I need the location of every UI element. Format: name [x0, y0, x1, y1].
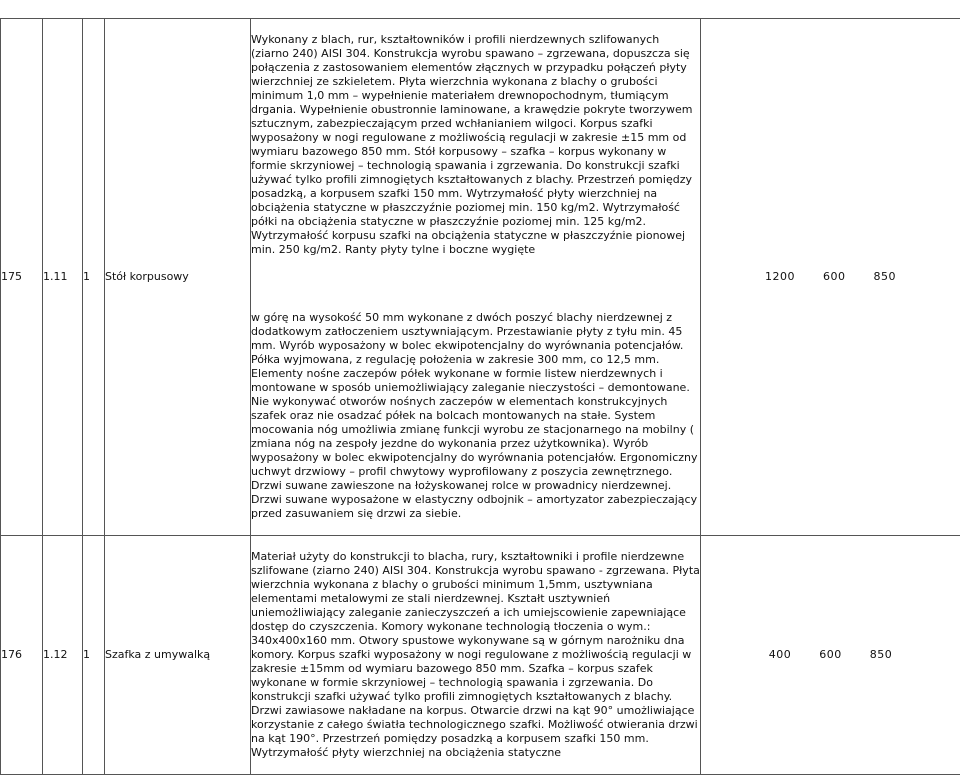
item-dimensions — [701, 19, 960, 536]
dimension-height: 850 — [874, 270, 897, 284]
description-part-1: Wykonany z blach, rur, kształtowników i profili nierdzewnych szlifowanych (ziarno 240) AISI 304. Konstrukcja wyrobu spawano – zgrzewana, dopuszcza się połączenia z zastosowaniem elementów złącznych w przypadku połączeń płyty wierzchniej ze szkieletem. Płyta wierzchnia wykonana z blachy o grubości minimum 1,0 mm – wypełnienie materiałem drewnopochodnym, tłumiącym drgania. Wypełnienie obustronnie laminowane, a krawędzie pokryte tworzywem sztucznym, zabezpieczającym przed wchłanianiem wilgoci. Korpus szafki wyposażony w nogi regulowane z możliwością regulacji w zakresie ±15 mm od wymiaru bazowego 850 mm. Stół korpusowy – szafka – korpus wykonany w formie skrzyniowej – technologią spawania i zgrzewania. Do konstrukcji szafki używać tylko profili zimnogiętych kształtowanych z blachy. Przestrzeń pomiędzy posadzką, a korpusem szafki 150 mm. Wytrzymałość płyty wierzchniej na obciążenia statyczne w płaszczyźnie poziomej min. 150 kg/m2. Wytrzymałość półki na obciążenia statyczne w płaszczyźnie poziomej min. 125 kg/m2. Wytrzymałość korpusu szafki na obciążenia statyczne w płaszczyźnie pionowej min. 250 kg/m2. Ranty płyty tylne i boczne wygięte — [251, 33, 700, 257]
item-description — [251, 536, 701, 775]
description-part-1: Materiał użyty do konstrukcji to blacha, rury, kształtowniki i profile nierdzewne szlifowane (ziarno 240) AISI 304. Konstrukcja wyrobu spawano - zgrzewana. Płyta wierzchnia wykonana z blachy o grubości minimum 1,5mm, usztywniana elementami metalowymi ze stali nierdzewnej. Kształt usztywnień uniemożliwiający zaleganie zanieczyszczeń a ich umiejscowienie zapewniające dostęp do czyszczenia. Komory wykonane technologią tłoczenia o wym.: 340x400x160 mm. Otwory spustowe wykonywane są w górnym narożniku dna komory. Korpus szafki wyposażony w nogi regulowane z możliwością regulacji w zakresie ±15mm od wymiaru bazowego 850 mm. Szafka – korpus szafek wykonane w formie skrzyniowej – technologią spawania i zgrzewania. Do konstrukcji szafki używać tylko profili zimnogiętych kształtowanych z blachy. Drzwi zawiasowe nakładane na korpus. Otwarcie drzwi na kąt 90° umożliwiające korzystanie z całego światła technologicznego szafki. Możliwość otwierania drzwi na kąt 190°. Przestrzeń pomiędzy posadzką a korpusem szafki 150 mm. Wytrzymałość płyty wierzchniej na obciążenia statyczne — [251, 550, 700, 760]
table-row — [1, 19, 960, 536]
dimension-width: 400 — [769, 648, 792, 662]
item-description — [251, 19, 701, 536]
position-number: 1.12 — [43, 536, 83, 775]
quantity: 1 — [83, 19, 105, 536]
item-name: Stół korpusowy — [105, 19, 251, 536]
dimension-width: 1200 — [765, 270, 795, 284]
quantity: 1 — [83, 536, 105, 775]
row-number: 176 — [1, 536, 43, 775]
dimension-depth: 600 — [823, 270, 846, 284]
description-gap — [251, 271, 700, 297]
item-dimensions — [701, 536, 960, 775]
item-name: Szafka z umywalką — [105, 536, 251, 775]
specification-table — [0, 18, 960, 775]
row-number: 175 — [1, 19, 43, 536]
position-number: 1.11 — [43, 19, 83, 536]
dimension-depth: 600 — [819, 648, 842, 662]
table-row — [1, 536, 960, 775]
description-part-2: w górę na wysokość 50 mm wykonane z dwóch poszyć blachy nierdzewnej z dodatkowym zatłoczeniem usztywniającym. Przestawianie płyty z tyłu min. 45 mm. Wyrób wyposażony w bolec ekwipotencjalny do wyrównania potencjałów. Półka wyjmowana, z regulację położenia w zakresie 300 mm, co 12,5 mm. Elementy nośne zaczepów półek wykonane w formie listew nierdzewnych i montowane w sposób uniemożliwiający zaleganie nieczystości – demontowane. Nie wykonywać otworów nośnych zaczepów w elementach konstrukcyjnych szafek oraz nie osadzać półek na bolcach montowanych na stałe. System mocowania nóg umożliwia zmianę funkcji wyrobu ze stacjonarnego na mobilny ( zmiana nóg na zespoły jezdne do wykonania przez użytkownika). Wyrób wyposażony w bolec ekwipotencjalny do wyrównania potencjałów. Ergonomiczny uchwyt drzwiowy – profil chwytowy wyprofilowany z poszycia zewnętrznego. Drzwi suwane zawieszone na łożyskowanej rolce w prowadnicy nierdzewnej. Drzwi suwane wyposażone w elastyczny odbojnik – amortyzator zabezpieczający przed zasuwaniem się drzwi za siebie. — [251, 311, 700, 521]
dimension-height: 850 — [870, 648, 893, 662]
